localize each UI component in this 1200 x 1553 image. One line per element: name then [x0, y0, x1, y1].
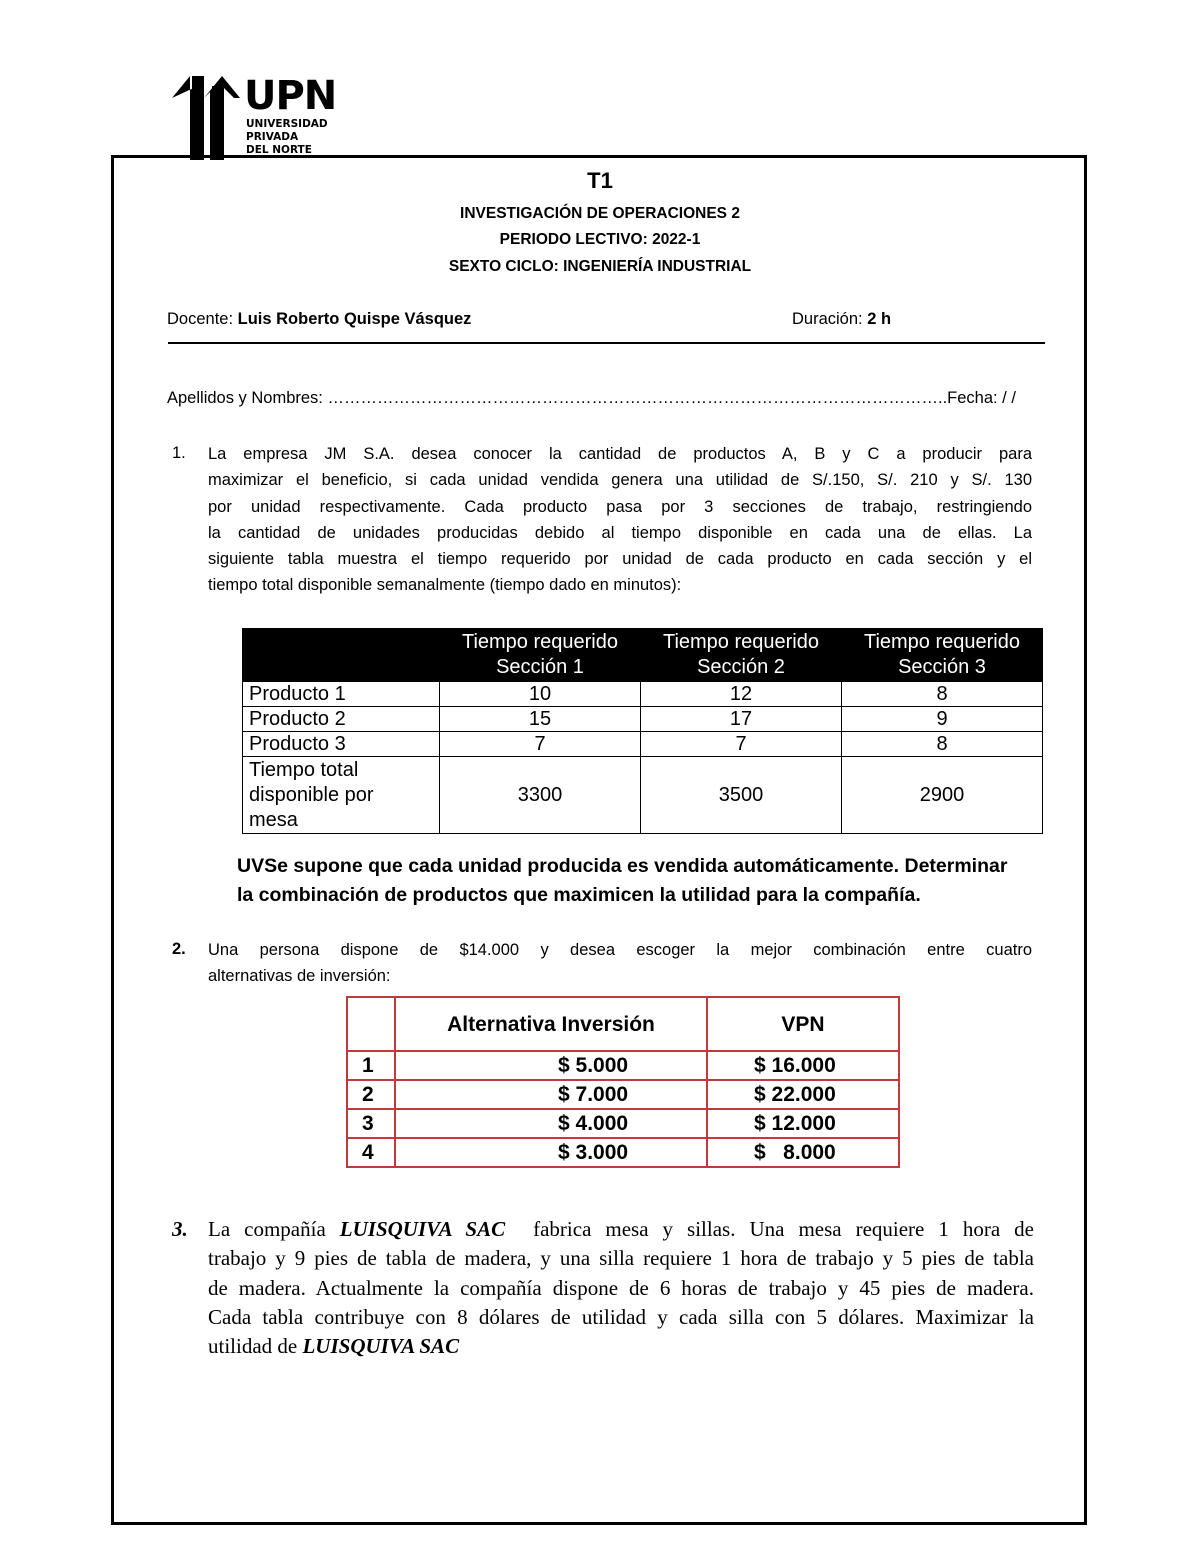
upn-arrow-icon — [170, 72, 242, 160]
table-row: Producto 2 15 17 9 — [243, 707, 1043, 732]
upn-logo — [170, 72, 337, 160]
exam-title: T1 — [587, 168, 613, 193]
course-name: INVESTIGACIÓN DE OPERACIONES 2 — [460, 205, 740, 222]
duration-line: Duración: 2 h — [792, 310, 892, 328]
question-2-text: Una persona dispone de $14.000 y desea escoger la mejor combinación entre cuatro alternativas de inversión: — [208, 941, 1032, 986]
question-3-text: La compañía LUISQUIVA SAC fabrica mesa y sillas. Una mesa requiere 1 hora de trabajo y 9 pies de tabla de madera, y una silla requiere 1 hora de trabajo y 5 pies de tabla de madera. Actualmente la compañía dispone de 6 horas de trabajo y 45 pies de madera. Cada tabla contribuye con 8 dólares de utilidad y cada silla con 5 dólares. Maximizar la utilidad de LUISQUIVA SAC — [208, 1217, 1035, 1359]
time-requirements-table — [242, 628, 1043, 834]
table-row: 4 $ 3.000 $ 8.000 — [347, 1138, 899, 1167]
table-header: Tiempo requerido Sección 2 — [641, 629, 842, 682]
academic-period: PERIODO LECTIVO: 2022-1 — [499, 231, 701, 248]
table-row-total: Tiempo total disponible por mesa 3300 3500 2900 — [243, 757, 1043, 834]
logo-wordmark: UPN — [244, 73, 337, 119]
table-header: Tiempo requerido Sección 3 — [842, 629, 1043, 682]
question-3-number: 3. — [172, 1217, 188, 1241]
table-row: 3 $ 4.000 $ 12.000 — [347, 1109, 899, 1138]
teacher-line: Docente: Luis Roberto Quispe Vásquez — [167, 310, 472, 328]
corner-cell — [243, 629, 440, 682]
question-1-number: 1. — [172, 444, 186, 462]
table-row: Producto 1 10 12 8 — [243, 682, 1043, 707]
table-row: 2 $ 7.000 $ 22.000 — [347, 1080, 899, 1109]
student-name-field[interactable]: Apellidos y Nombres: …………………………………………………………………………………………………..Fecha: / / — [167, 389, 1016, 407]
study-cycle: SEXTO CICLO: INGENIERÍA INDUSTRIAL — [448, 258, 752, 275]
question-1-text: La empresa JM S.A. desea conocer la cantidad de productos A, B y C a producir para maximizar el beneficio, si cada unidad vendida genera una utilidad de S/.150, S/. 210 y S/. 130 por unidad respectivamente. Cada producto pasa por 3 secciones de trabajo, restringiendo la cantidad de unidades producidas debido al tiempo disponible en cada una de ellas. La siguiente tabla muestra el tiempo requerido por unidad de cada producto en cada sección y el tiempo total disponible semanalmente (tiempo dado en minutos): — [208, 445, 1032, 595]
table-row: Producto 3 7 7 8 — [243, 732, 1043, 757]
question-2-number: 2. — [172, 940, 186, 958]
table-header: Tiempo requerido Sección 1 — [440, 629, 641, 682]
table-row: 1 $ 5.000 $ 16.000 — [347, 1051, 899, 1080]
investment-table: Alternativa Inversión VPN 1 $ 5.000 $ 16.000 2 $ 7.000 $ 22.000 3 $ 4.000 $ 12.000 4 $ 3.000 $ 8.000 — [346, 996, 900, 1168]
logo-subtitle: UNIVERSIDAD PRIVADA DEL NORTE — [246, 118, 328, 156]
header-divider — [168, 342, 1045, 344]
question-1-conclusion: UVSe supone que cada unidad producida es vendida automáticamente. Determinar la combinación de productos que maximicen la utilidad para la compañía. — [237, 855, 1008, 906]
